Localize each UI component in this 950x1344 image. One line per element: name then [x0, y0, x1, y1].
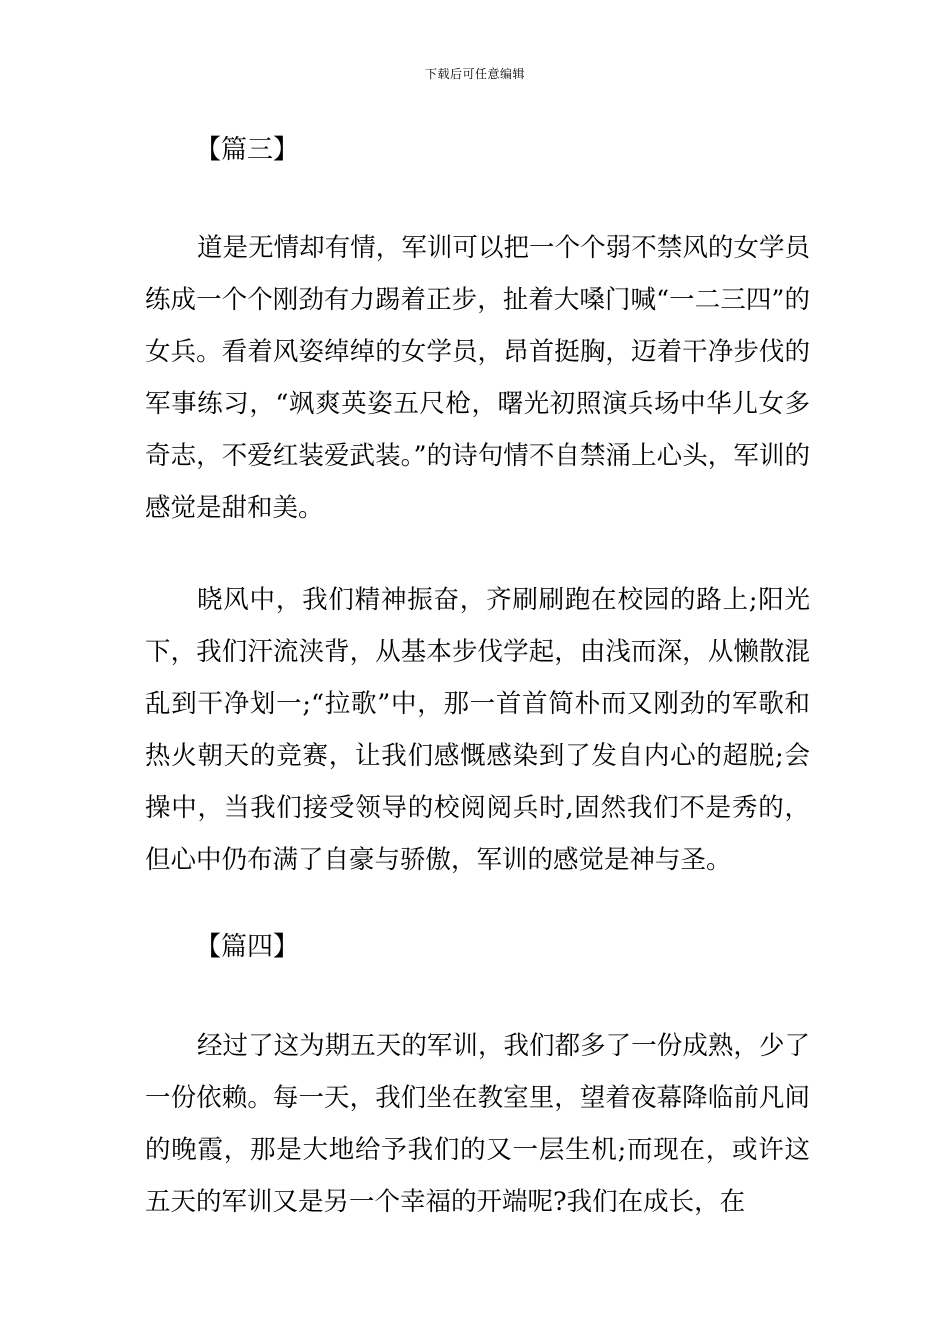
- section-heading-3: 【篇三】: [195, 135, 300, 165]
- paragraph-2: 晓风中，我们精神振奋，齐刷刷跑在校园的路上;阳光下，我们汗流浃背，从基本步伐学起，由浅而深，从懒散混乱到干净划一;“拉歌”中，那一首首简朴而又刚劲的军歌和热火朝天的竞赛，让我们感慨感染到了发自内心的超脱;会操中，当我们接受领导的校阅阅兵时,固然我们不是秀的，但心中仍布满了自豪与骄傲，军训的感觉是神与圣。: [145, 585, 810, 875]
- paragraph-3: 经过了这为期五天的军训，我们都多了一份成熟，少了一份依赖。每一天，我们坐在教室里，望着夜幕降临前凡间的晚霞，那是大地给予我们的又一层生机;而现在，或许这五天的军训又是另一个幸福的开端呢?我们在成长，在: [145, 1031, 810, 1217]
- section-heading-4: 【篇四】: [195, 932, 300, 962]
- paragraph-1: 道是无情却有情，军训可以把一个个弱不禁风的女学员练成一个个刚劲有力踢着正步，扯着大嗓门喊“一二三四”的女兵。看着风姿绰绰的女学员，昂首挺胸，迈着干净步伐的军事练习，“飒爽英姿五尺枪，曙光初照演兵场中华儿女多奇志，不爱红装爱武装。”的诗句情不自禁涌上心头，军训的感觉是甜和美。: [145, 233, 810, 523]
- header-note: 下载后可任意编辑: [424, 67, 525, 81]
